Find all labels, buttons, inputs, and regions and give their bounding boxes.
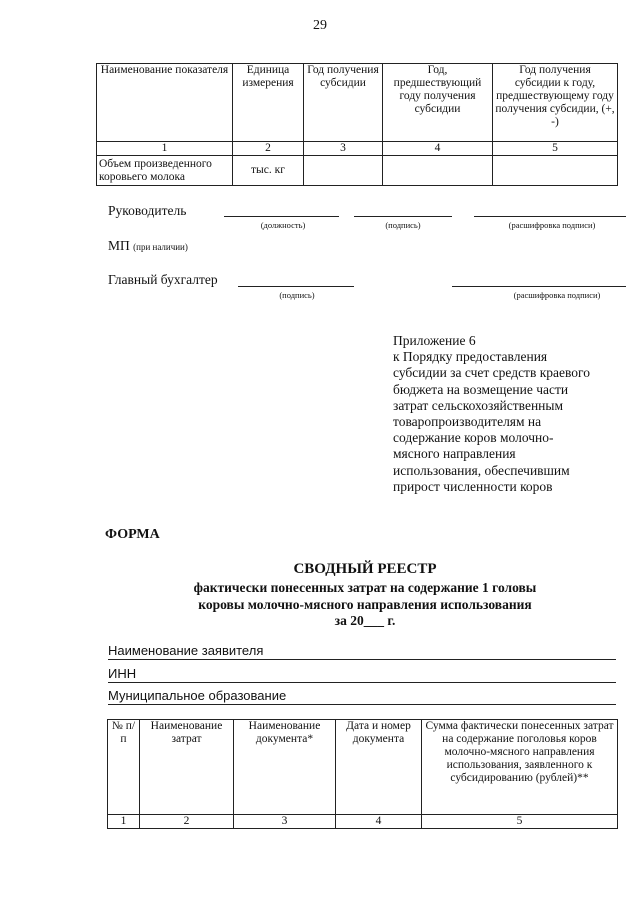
row-previous-year-value[interactable] bbox=[383, 156, 493, 186]
registry-subtitle: фактически понесенных затрат на содержание 1 головы bbox=[193, 580, 537, 595]
form-label: ФОРМА bbox=[105, 527, 160, 542]
annex-line: товаропроизводителям на bbox=[393, 414, 542, 430]
registry-table-header-row bbox=[108, 720, 618, 815]
header-unit: Единица измерения bbox=[233, 64, 304, 142]
annex-line: бюджета на возмещение части bbox=[393, 381, 569, 397]
annex-line: содержание коров молочно- bbox=[393, 430, 554, 446]
registry-title: СВОДНЫЙ РЕЕСТР bbox=[293, 561, 437, 577]
head-label: Руководитель bbox=[108, 203, 187, 218]
signature-caption: (подпись) bbox=[385, 220, 421, 230]
column-number: 5 bbox=[422, 815, 618, 829]
indicator-table-number-row bbox=[97, 142, 618, 156]
column-number: 2 bbox=[233, 142, 304, 156]
registry-subtitle: коровы молочно-мясного направления использования bbox=[198, 597, 532, 612]
accountant-decoding-caption: (расшифровка подписи) bbox=[513, 290, 601, 300]
position-line[interactable] bbox=[224, 216, 339, 217]
signature-line[interactable] bbox=[354, 216, 452, 217]
row-year-subsidy-value[interactable] bbox=[304, 156, 383, 186]
annex-title: Приложение 6 bbox=[393, 333, 476, 348]
header-cost-name: Наименование затрат bbox=[140, 720, 234, 815]
column-number: 3 bbox=[234, 815, 336, 829]
column-number: 2 bbox=[140, 815, 234, 829]
column-number: 1 bbox=[97, 142, 233, 156]
column-number: 3 bbox=[304, 142, 383, 156]
annex-block bbox=[393, 333, 633, 495]
annex-line: прирост численности коров bbox=[393, 478, 553, 494]
header-row-number: № п/п bbox=[108, 720, 140, 815]
column-number: 4 bbox=[383, 142, 493, 156]
column-number: 1 bbox=[108, 815, 140, 829]
table-row bbox=[97, 156, 618, 186]
indicator-table bbox=[96, 63, 618, 186]
accountant-signature-caption: (подпись) bbox=[279, 290, 315, 300]
registry-table bbox=[107, 719, 618, 829]
header-year-subsidy: Год получения субсидии bbox=[304, 64, 383, 142]
annex-line: субсидии за счет средств краевого bbox=[393, 365, 590, 381]
registry-table-number-row bbox=[108, 815, 618, 829]
annex-line: к Порядку предоставления bbox=[393, 349, 548, 365]
inn-field[interactable] bbox=[108, 665, 616, 683]
page-number: 29 bbox=[313, 18, 327, 33]
accountant-decoding-line[interactable] bbox=[452, 286, 626, 287]
column-number: 4 bbox=[336, 815, 422, 829]
header-cost-amount: Сумма фактически понесенных затрат на содержание поголовья коров молочно-мясного направления использования, заявленного к субсидированию (рублей)** bbox=[422, 720, 618, 815]
header-document-name: Наименование документа* bbox=[234, 720, 336, 815]
stamp-label bbox=[108, 238, 188, 254]
registry-period: за 20___ г. bbox=[334, 613, 396, 628]
row-unit: тыс. кг bbox=[233, 156, 304, 186]
header-indicator-name: Наименование показателя bbox=[97, 64, 233, 142]
stamp-note: (при наличии) bbox=[133, 242, 188, 252]
header-year-difference: Год получения субсидии к году, предшествующему году получения субсидии, (+, -) bbox=[493, 64, 618, 142]
accountant-signature-line[interactable] bbox=[238, 286, 354, 287]
accountant-label: Главный бухгалтер bbox=[108, 272, 218, 287]
header-document-date-number: Дата и номер документа bbox=[336, 720, 422, 815]
annex-line: затрат сельскохозяйственным bbox=[393, 397, 564, 413]
position-caption: (должность) bbox=[260, 220, 306, 230]
decoding-caption: (расшифровка подписи) bbox=[508, 220, 596, 230]
municipality-field[interactable] bbox=[108, 687, 616, 705]
decoding-line[interactable] bbox=[474, 216, 626, 217]
stamp-text: МП bbox=[108, 238, 130, 253]
inn-label: ИНН bbox=[108, 666, 137, 681]
municipality-label: Муниципальное образование bbox=[108, 688, 287, 703]
row-indicator-name: Объем произведенного коровьего молока bbox=[97, 156, 233, 186]
column-number: 5 bbox=[493, 142, 618, 156]
annex-line: использования, обеспечившим bbox=[393, 462, 570, 478]
applicant-label: Наименование заявителя bbox=[108, 643, 264, 658]
row-difference-value[interactable] bbox=[493, 156, 618, 186]
header-previous-year: Год, предшествующий году получения субсидии bbox=[383, 64, 493, 142]
annex-line: мясного направления bbox=[393, 446, 516, 462]
applicant-field[interactable] bbox=[108, 642, 616, 660]
indicator-table-header-row bbox=[97, 64, 618, 142]
